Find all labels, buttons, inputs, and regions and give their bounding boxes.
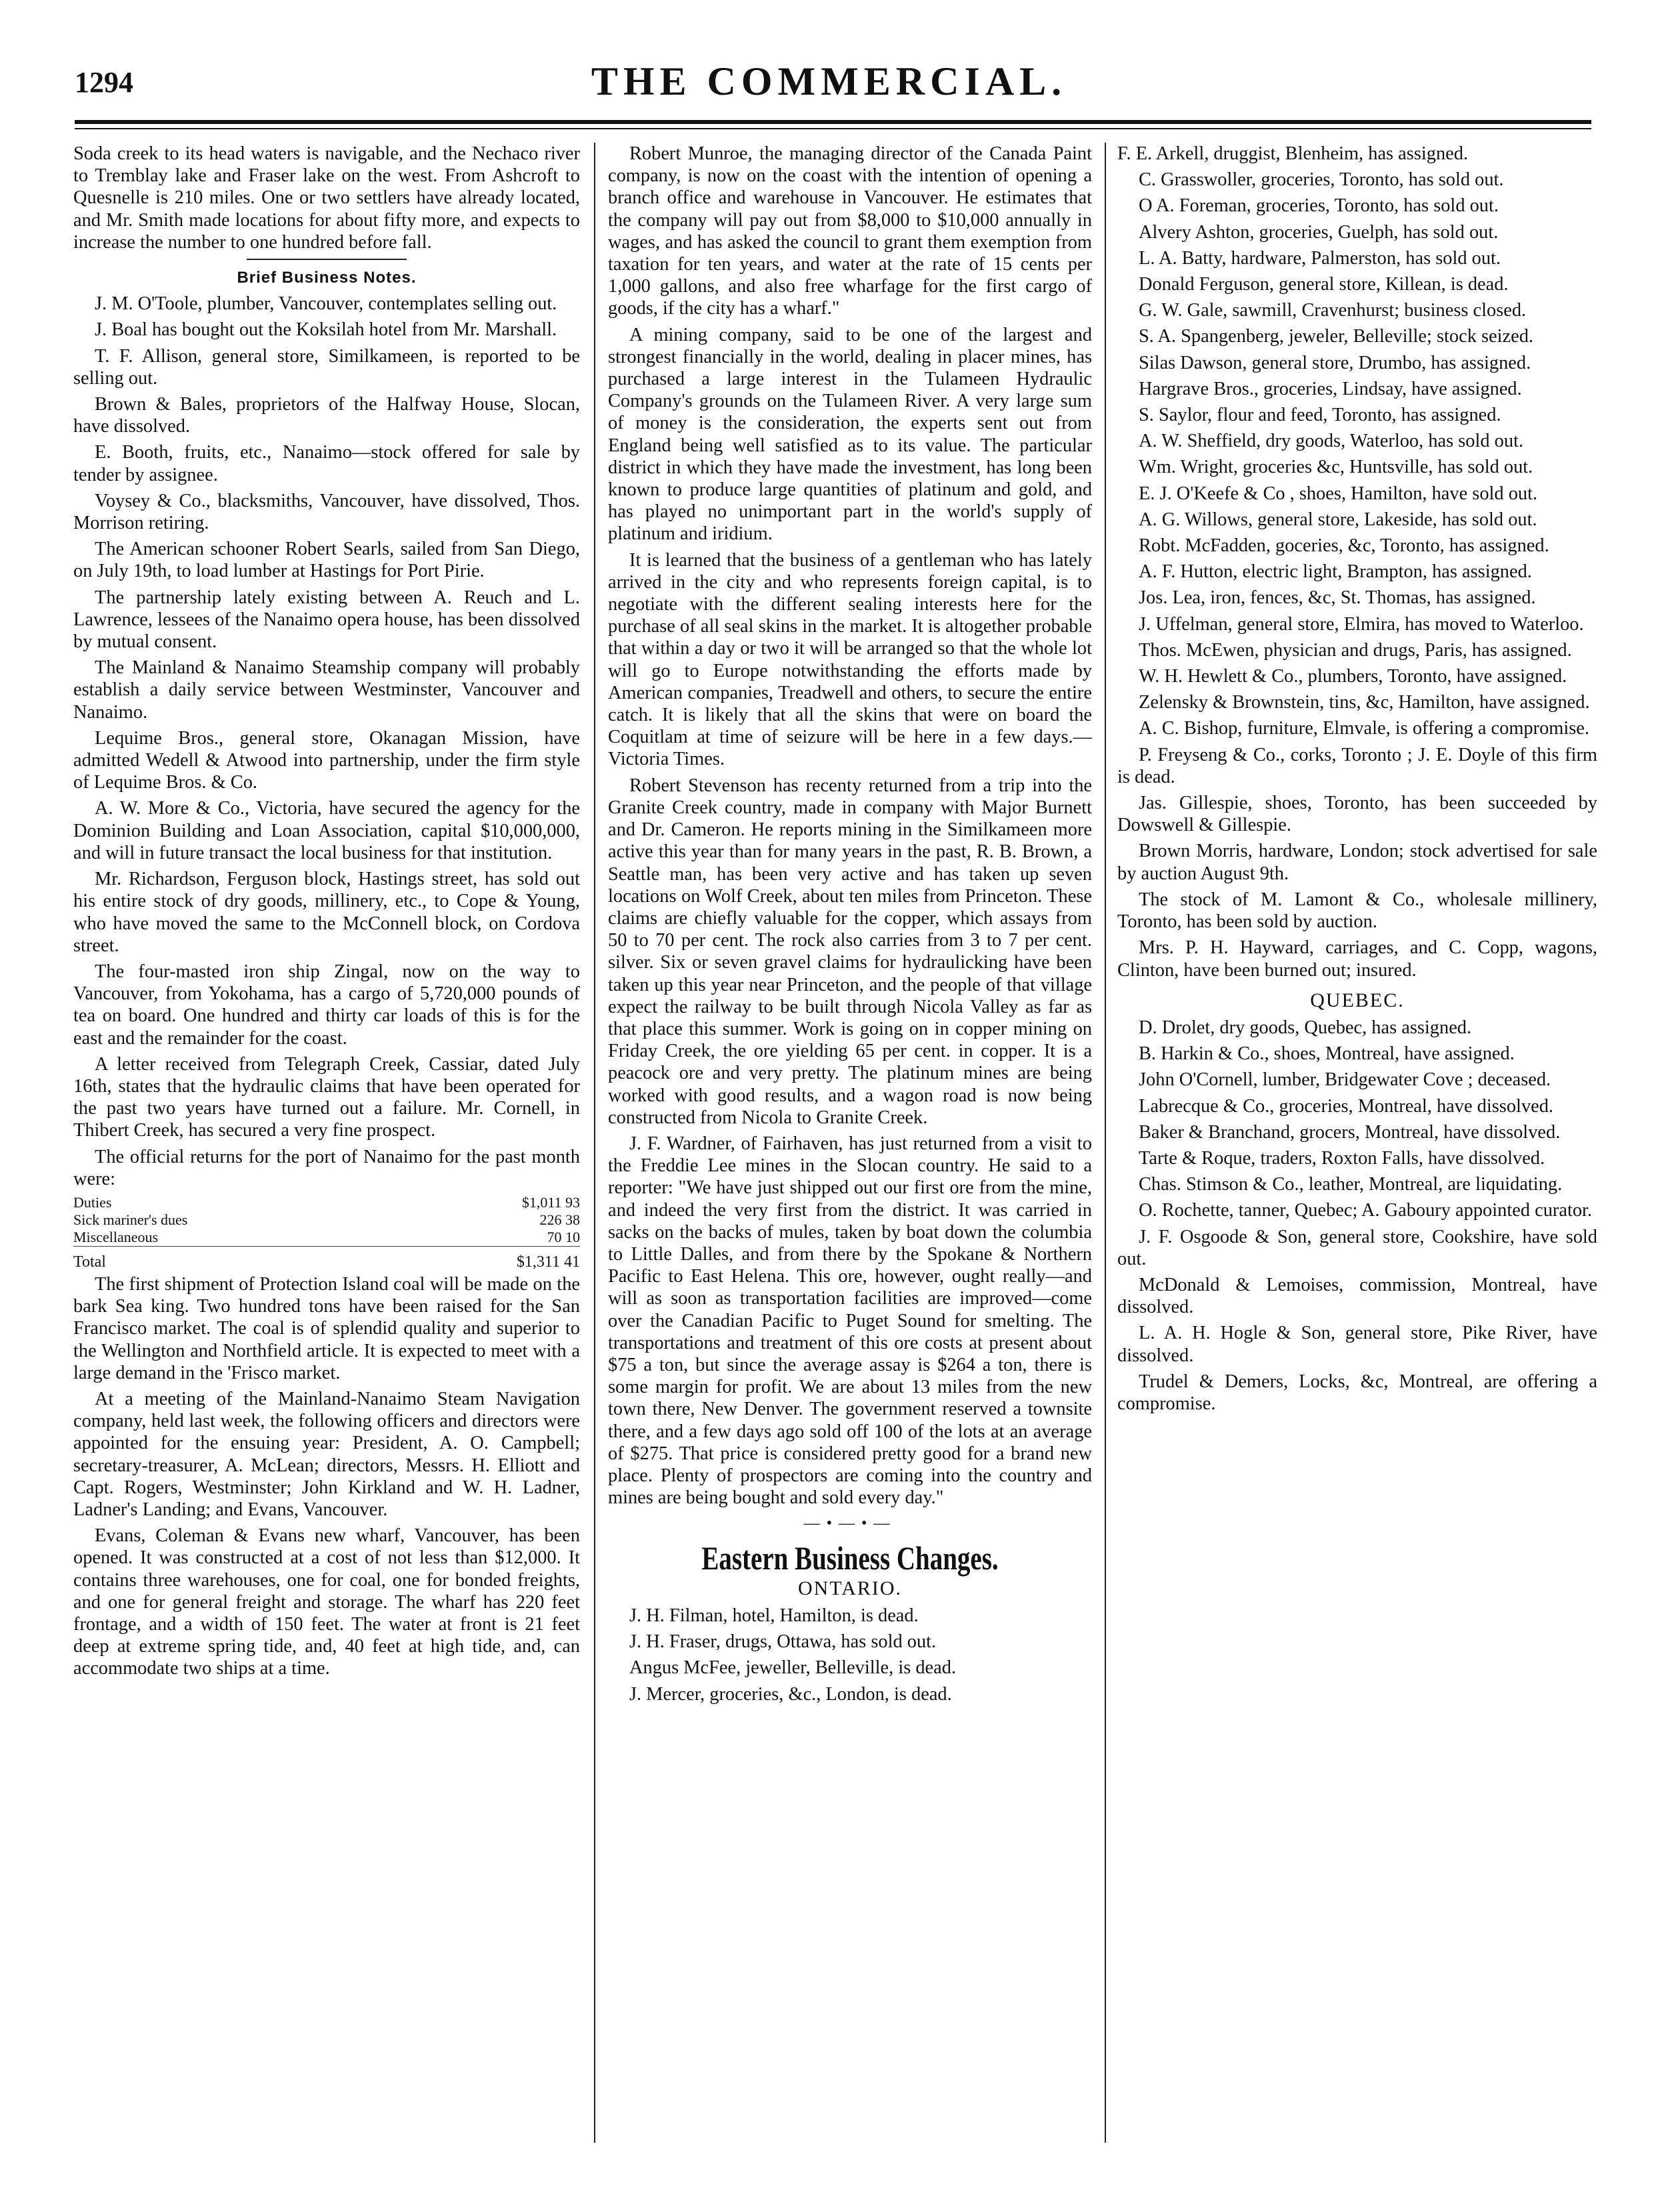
list-item: Zelensky & Brownstein, tins, &c, Hamilton, have assigned. (1139, 692, 1590, 713)
list-item: Jas. Gillespie, shoes, Toronto, has been succeeded by Dowswell & Gillespie. (1117, 793, 1597, 836)
list-item: Trudel & Demers, Locks, &c, Montreal, are offering a compromise. (1117, 1371, 1597, 1414)
returns-total-amount: $1,311 41 (480, 1246, 580, 1271)
list-item: D. Drolet, dry goods, Quebec, has assigned. (1139, 1017, 1472, 1038)
list-item: O A. Foreman, groceries, Toronto, has sold out. (1139, 195, 1499, 217)
subsection-heading: ONTARIO. (797, 1577, 903, 1599)
list-item: J. H. Fraser, drugs, Ottawa, has sold out. (629, 1631, 937, 1653)
list-item: Silas Dawson, general store, Drumbo, has assigned. (1139, 352, 1531, 373)
paragraph: E. Booth, fruits, etc., Nanaimo—stock offered for sale by tender by assignee. (73, 442, 580, 485)
returns-amount: 226 38 (539, 1211, 580, 1228)
list-item: Wm. Wright, groceries &c, Huntsville, has sold out. (1139, 457, 1533, 478)
list-item: Alvery Ashton, groceries, Guelph, has sold out. (1139, 221, 1499, 243)
list-item: Chas. Stimson & Co., leather, Montreal, are liquidating. (1139, 1174, 1563, 1195)
paragraph: Mr. Richardson, Ferguson block, Hastings street, has sold out his entire stock of dry goods, millinery, etc., to Cope & Young, who have moved the same to the McConnell block, on Cordova street. (73, 869, 580, 956)
paragraph: Lequime Bros., general store, Okanagan Mission, have admitted Wedell & Atwood into partnership, under the firm style of Lequime Bros. & Co. (73, 727, 580, 793)
list-item: Mrs. P. H. Hayward, carriages, and C. Copp, wagons, Clinton, have been burned out; insured. (1117, 937, 1597, 981)
returns-label: Sick mariner's dues (73, 1211, 188, 1228)
list-item: J. H. Filman, hotel, Hamilton, is dead. (629, 1605, 919, 1626)
list-item: S. Saylor, flour and feed, Toronto, has assigned. (1139, 405, 1501, 426)
paragraph: At a meeting of the Mainland-Nanaimo Steam Navigation company, held last week, the following officers and directors were appointed for the ensuing year: President, A. O. Campbell; secretary-treasurer, A. McLean; directors, Messrs. H. Elliott and Capt. Rogers, Westminster; John Kirkland and W. H. Ladner, Ladner's Landing; and Evans, Vancouver. (73, 1388, 580, 1520)
list-item: Hargrave Bros., groceries, Lindsay, have assigned. (1139, 378, 1522, 399)
paragraph: Evans, Coleman & Evans new wharf, Vancouver, has been opened. It was constructed at a cost of not less than $12,000. It contains three warehouses, one for coal, one for bonded freights, and one for general freight and storage. The wharf has 220 feet frontage, and a width of 150 feet. The water at front is 21 feet deep at extreme spring tide, and, 40 feet at high tide, and, can accommodate two ships at a time. (73, 1525, 580, 1679)
paragraph: Robert Stevenson has recenty returned from a trip into the Granite Creek country, made in company with Major Burnett and Dr. Cameron. He reports mining in the Similkameen more active this year than for many years in the past, R. B. Brown, a Seattle man, has been very active and has taken up seven locations on Wolf Creek, about ten miles from Princeton. These claims are chiefly valuable for the copper, which assays from 50 to 70 per cent. The rock also carries from 3 to 7 per cent. silver. Six or seven gravel claims for hydraulicking have been taken up this year near Princeton, and the people of that village expect the railway to be built through Nicola Valley as far as that place this summer. Work is going on in copper mining on Friday Creek, the ore yielding 65 per cent. in copper. It is a peacock ore and very pretty. The platinum mines are being worked with good results, and a wagon road is now being constructed from Nicola to Granite Creek. (608, 775, 1092, 1128)
subsection-heading: QUEBEC. (1310, 989, 1405, 1011)
paragraph: Brown & Bales, proprietors of the Halfway House, Slocan, have dissolved. (73, 394, 580, 437)
list-item: A. W. Sheffield, dry goods, Waterloo, has sold out. (1139, 431, 1524, 452)
list-item: C. Grasswoller, groceries, Toronto, has sold out. (1139, 169, 1504, 191)
masthead-title: THE COMMERCIAL. (591, 59, 1067, 103)
section-heading: Eastern Business Changes. (701, 1539, 999, 1577)
list-item: L. A. H. Hogle & Son, general store, Pike River, have dissolved. (1117, 1323, 1597, 1366)
list-item: Robt. McFadden, goceries, &c, Toronto, has assigned. (1139, 535, 1549, 557)
list-item: Tarte & Roque, traders, Roxton Falls, have dissolved. (1139, 1147, 1545, 1169)
list-item: Brown Morris, hardware, London; stock advertised for sale by auction August 9th. (1117, 841, 1597, 884)
list-item: John O'Cornell, lumber, Bridgewater Cove ; deceased. (1139, 1069, 1551, 1091)
list-item: Donald Ferguson, general store, Killean, is dead. (1139, 274, 1509, 295)
paragraph: The official returns for the port of Nanaimo for the past month were: (73, 1146, 580, 1189)
paragraph: Robert Munroe, the managing director of the Canada Paint company, is now on the coast with the intention of opening a branch office and warehouse in Vancouver. He estimates that the company will pay out from $8,000 to $10,000 annually in wages, and has asked the council to grant them exemption from taxation for ten years, and water at the rate of 15 cents per 1,000 gallons, and also free wharfage for the first cargo of goods, if the city has a wharf." (608, 143, 1092, 319)
column-right (1117, 143, 1597, 1419)
column-divider (1105, 143, 1106, 2143)
returns-amount: 70 10 (547, 1228, 580, 1245)
list-item: S. A. Spangenberg, jeweler, Belleville; stock seized. (1139, 326, 1534, 347)
list-item: McDonald & Lemoises, commission, Montreal, have dissolved. (1117, 1274, 1597, 1318)
list-item: Baker & Branchand, grocers, Montreal, have dissolved. (1139, 1121, 1561, 1143)
list-item: W. H. Hewlett & Co., plumbers, Toronto, have assigned. (1139, 666, 1567, 687)
list-item: A. F. Hutton, electric light, Brampton, has assigned. (1139, 561, 1532, 583)
list-item: J. Uffelman, general store, Elmira, has moved to Waterloo. (1139, 613, 1584, 635)
list-item: L. A. Batty, hardware, Palmerston, has sold out. (1139, 247, 1501, 269)
column-left (73, 143, 580, 1684)
paragraph: It is learned that the business of a gentleman who has lately arrived in the city and who represents foreign capital, is to negotiate with the different sealing interests here for the purchase of all seal skins in the market. It is altogether probable that within a day or two it will be arranged so that the whole lot will go to Europe notwithstanding the efforts made by American companies, Treadwell and others, to secure the entire catch. It is likely that all the skins that were on board the Coquitlam at time of seizure will be here in a few days.—Victoria Times. (608, 549, 1092, 770)
list-item: Angus McFee, jeweller, Belleville, is dead. (629, 1657, 957, 1679)
section-rule (247, 259, 407, 260)
paragraph: The four-masted iron ship Zingal, now on the way to Vancouver, from Yokohama, has a cargo of 5,720,000 pounds of tea on board. One hundred and thirty car loads of this is for the east and the remainder for the coast. (73, 961, 580, 1049)
table-row (73, 1229, 580, 1247)
list-item: J. Mercer, groceries, &c., London, is dead. (629, 1683, 952, 1705)
paragraph: A mining company, said to be one of the largest and strongest financially in the world, dealing in placer mines, has purchased a large interest in the Tulameen Hydraulic Company's grounds on the Tulameen River. A very large sum of money is the consideration, the experts sent out from England being well satisfied as to its value. The particular district in which they have made the investment, has long been known to produce large quantities of platinum and gold, and has played no unimportant part in the world's supply of platinum and iridium. (608, 324, 1092, 545)
table-row (73, 1211, 580, 1229)
list-item: O. Rochette, tanner, Quebec; A. Gaboury appointed curator. (1139, 1200, 1593, 1221)
list-item: Thos. McEwen, physician and drugs, Paris, has assigned. (1139, 639, 1572, 661)
paragraph: A letter received from Telegraph Creek, Cassiar, dated July 16th, states that the hydraulic claims that have been operated for the past two years have turned out a failure. Mr. Cornell, in Thibert Creek, has secured a very fine prospect. (73, 1053, 580, 1141)
returns-total-label: Total (73, 1246, 480, 1271)
paragraph: T. F. Allison, general store, Similkameen, is reported to be selling out. (73, 345, 580, 389)
list-item: The stock of M. Lamont & Co., wholesale millinery, Toronto, has been sold by auction. (1117, 889, 1597, 933)
paragraph: The Mainland & Nanaimo Steamship company will probably establish a daily service between Westminster, Vancouver and Nanaimo. (73, 657, 580, 723)
list-item: B. Harkin & Co., shoes, Montreal, have assigned. (1139, 1043, 1515, 1065)
paragraph: A. W. More & Co., Victoria, have secured the agency for the Dominion Building and Loan Association, capital $10,000,000, and will in future transact the local business for that institution. (73, 798, 580, 863)
column-divider (594, 143, 595, 2143)
column-middle (608, 143, 1092, 1709)
list-item: F. E. Arkell, druggist, Blenheim, has assigned. (1117, 143, 1469, 164)
paragraph: J. F. Wardner, of Fairhaven, has just returned from a visit to the Freddie Lee mines in the Slocan country. He said to a reporter: "We have just shipped out our first ore from the mine, and indeed the very first from the district. It was carried in sacks on the backs of mules, taken by boat down the columbia to Little Dalles, and from there by the Spokane & Northern Pacific to East Helena. This ore, however, ought really—and will as soon as transportation facilities are improved—come over the Canadian Pacific to Puget Sound for smelting. The transportations and treatment of this ore costs at present about $75 a ton, but since the average assay is $264 a ton, there is some margin for profit. We are about 13 miles from the new town there, New Denver. The government reserved a townsite there, and a few days ago sold off 100 of the lots at an average of $275. That price is considered pretty good for a brand new place. Plenty of prospectors are coming into the country and mines are being bought and sold every day." (608, 1133, 1092, 1509)
table-row (73, 1194, 580, 1211)
paragraph: The first shipment of Protection Island coal will be made on the bark Sea king. Two hundred tons have been raised for the San Francisco market. The coal is of splendid quality and superior to the Wellington and Northfield article. It is expected to meet with a large demand in the 'Frisco market. (73, 1273, 580, 1383)
page-number: 1294 (75, 66, 133, 99)
header-rule-thin (75, 128, 1591, 129)
paragraph: The American schooner Robert Searls, sailed from San Diego, on July 19th, to load lumber at Hastings for Port Pirie. (73, 539, 580, 582)
returns-label: Miscellaneous (73, 1228, 159, 1245)
list-item: P. Freyseng & Co., corks, Toronto ; J. E. Doyle of this firm is dead. (1117, 744, 1597, 787)
list-item: A. G. Willows, general store, Lakeside, has sold out. (1139, 509, 1537, 530)
paragraph: Soda creek to its head waters is navigable, and the Nechaco river to Tremblay lake and Fraser lake on the west. From Ashcroft to Quesnelle is 210 miles. One or two settlers have already located, and Mr. Smith made locations for about fifty more, and expects to increase the number to one hundred before fall. (73, 143, 580, 253)
list-item: J. F. Osgoode & Son, general store, Cookshire, have sold out. (1117, 1226, 1597, 1269)
list-item: E. J. O'Keefe & Co , shoes, Hamilton, have sold out. (1139, 483, 1538, 504)
list-item: Labrecque & Co., groceries, Montreal, have dissolved. (1139, 1095, 1554, 1117)
paragraph: J. M. O'Toole, plumber, Vancouver, contemplates selling out. (95, 293, 557, 315)
returns-amount: $1,011 93 (521, 1193, 580, 1211)
header-rule (75, 120, 1591, 124)
paragraph: The partnership lately existing between A. Reuch and L. Lawrence, lessees of the Nanaimo opera house, has been dissolved by mutual consent. (73, 587, 580, 653)
paragraph: J. Boal has bought out the Koksilah hotel from Mr. Marshall. (95, 319, 557, 341)
returns-label: Duties (73, 1193, 112, 1211)
list-item: A. C. Bishop, furniture, Elmvale, is offering a compromise. (1139, 718, 1589, 739)
returns-table (73, 1194, 580, 1271)
table-row-total (73, 1246, 580, 1271)
ornamental-separator: —•—•— (803, 1515, 897, 1533)
list-item: G. W. Gale, sawmill, Cravenhurst; business closed. (1139, 300, 1527, 321)
section-heading: Brief Business Notes. (237, 269, 417, 287)
list-item: Jos. Lea, iron, fences, &c, St. Thomas, has assigned. (1139, 587, 1536, 609)
paragraph: Voysey & Co., blacksmiths, Vancouver, have dissolved, Thos. Morrison retiring. (73, 490, 580, 534)
